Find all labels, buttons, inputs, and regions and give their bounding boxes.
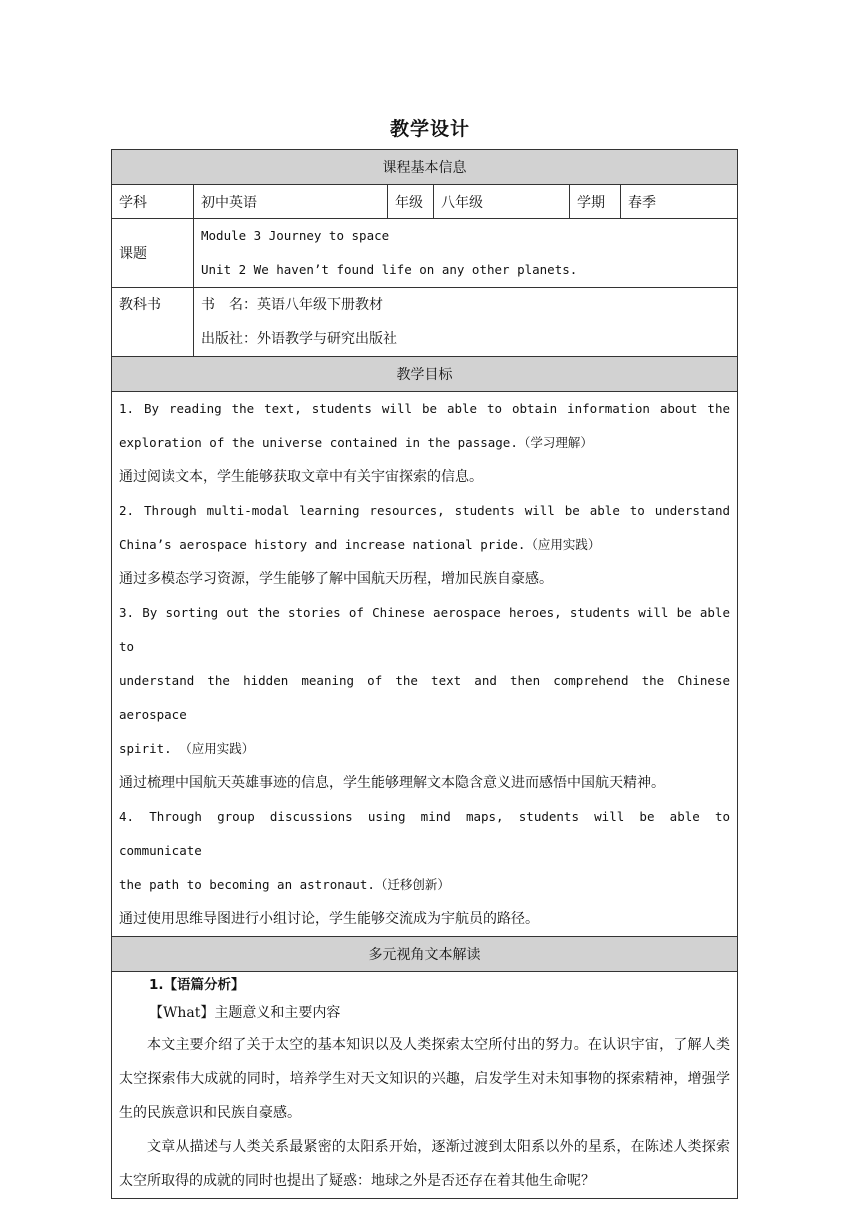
- section-header-goals: [112, 357, 738, 392]
- textbook-row: [112, 288, 738, 357]
- section-title-basic: 课程基本信息: [112, 150, 738, 185]
- subject-value: 初中英语: [194, 185, 388, 219]
- topic-row: [112, 219, 738, 288]
- analysis-heading: 1.【语篇分析】: [149, 977, 245, 993]
- goals-content: [112, 392, 738, 937]
- subject-row: [112, 185, 738, 219]
- term-value: 春季: [621, 185, 738, 219]
- analysis-paragraph: 文章从描述与人类关系最紧密的太阳系开始，逐渐过渡到太阳系以外的星系，在陈述人类探索太空所取得的成就的同时也提出了疑惑：地球之外是否还存在着其他生命呢？: [119, 1139, 730, 1189]
- grade-value: 八年级: [434, 185, 570, 219]
- section-title-reading: 多元视角文本解读: [112, 937, 738, 972]
- section-header-reading: [112, 937, 738, 972]
- goals-row: [112, 392, 738, 937]
- textbook-label: 教科书: [112, 288, 194, 357]
- textbook-value: [194, 288, 738, 357]
- topic-label: 课题: [112, 219, 194, 288]
- subject-label: 学科: [112, 185, 194, 219]
- goal-line: 3. By sorting out the stories of Chinese aerospace heroes, students will be able to: [119, 605, 730, 654]
- analysis-what: 【What】主题意义和主要内容: [149, 1005, 341, 1021]
- goal-line: spirit. （应用实践）: [119, 741, 255, 756]
- grade-label: 年级: [388, 185, 434, 219]
- goal-line: China’s aerospace history and increase national pride.（应用实践）: [119, 537, 601, 552]
- textbook-publisher: 出版社：外语教学与研究出版社: [201, 331, 397, 347]
- goal-line: 通过阅读文本，学生能够获取文章中有关宇宙探索的信息。: [119, 469, 483, 485]
- topic-module: Module 3 Journey to space: [201, 228, 390, 243]
- analysis-row: [112, 972, 738, 1199]
- goal-line: 1. By reading the text, students will be able to obtain information about the: [119, 401, 730, 416]
- analysis-content: [112, 972, 738, 1199]
- goal-line: understand the hidden meaning of the text and then comprehend the Chinese aerospace: [119, 673, 730, 722]
- goal-line: 通过梳理中国航天英雄事迹的信息，学生能够理解文本隐含意义进而感悟中国航天精神。: [119, 775, 665, 791]
- document-title: 教学设计: [389, 118, 470, 140]
- goal-line: exploration of the universe contained in the passage.（学习理解）: [119, 435, 593, 450]
- topic-value: [194, 219, 738, 288]
- section-header-basic: [112, 150, 738, 185]
- analysis-paragraph: 本文主要介绍了关于太空的基本知识以及人类探索太空所付出的努力。在认识宇宙，了解人类太空探索伟大成就的同时，培养学生对天文知识的兴趣，启发学生对未知事物的探索精神，增强学生的民族意识和民族自豪感。: [119, 1037, 730, 1121]
- goal-line: the path to becoming an astronaut.（迁移创新）: [119, 877, 450, 892]
- topic-unit: Unit 2 We haven’t found life on any other planets.: [201, 262, 578, 277]
- goal-line: 通过使用思维导图进行小组讨论，学生能够交流成为宇航员的路径。: [119, 911, 539, 927]
- term-label: 学期: [570, 185, 621, 219]
- textbook-name: 书 名：英语八年级下册教材: [201, 297, 383, 313]
- lesson-plan-table: [111, 149, 738, 1199]
- goal-line: 通过多模态学习资源，学生能够了解中国航天历程，增加民族自豪感。: [119, 571, 553, 587]
- goal-line: 2. Through multi-modal learning resources, students will be able to understand: [119, 503, 730, 518]
- section-title-goals: 教学目标: [112, 357, 738, 392]
- goal-line: 4. Through group discussions using mind maps, students will be able to communicate: [119, 809, 730, 858]
